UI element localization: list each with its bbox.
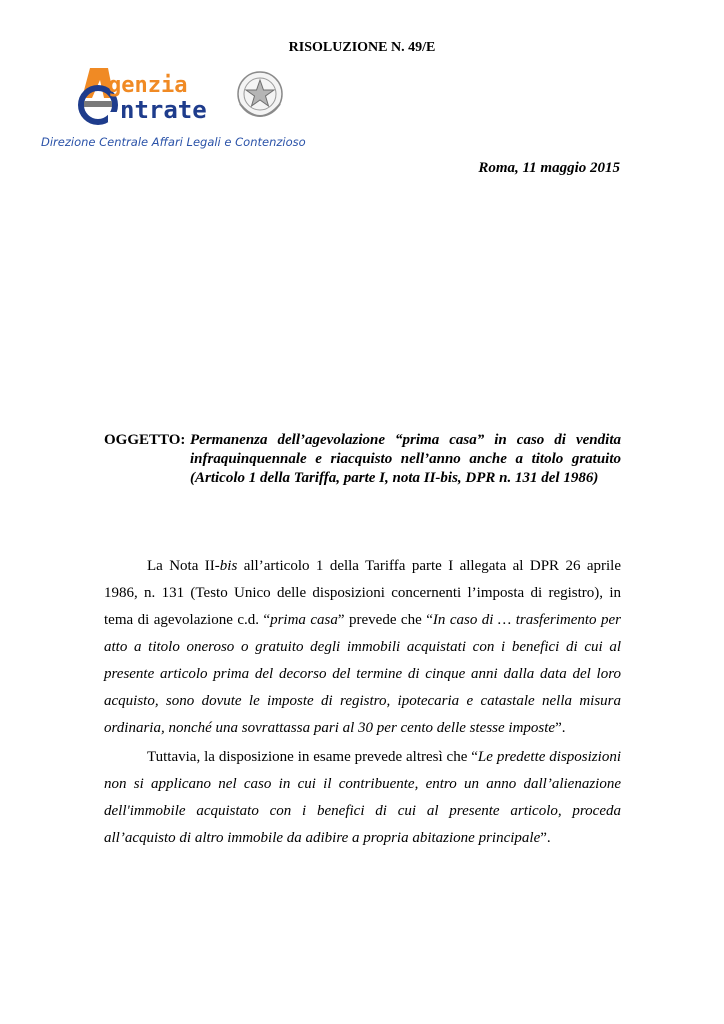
logo-graphic	[70, 68, 290, 130]
body-paragraph: La Nota II-bis all’articolo 1 della Tariffa parte I allegata al DPR 26 aprile 1986, n. 131 (Testo Unico delle disposizioni concernenti l’imposta di registro), in tema di agevolazione c.d. “prima casa” prevede che “In caso di … trasferimento per atto a titolo oneroso o gratuito degli immobili acquistati con i benefici di cui al presente articolo prima del decorso del termine di cinque anni dalla data del loro acquisto, sono dovute le imposte di registro, ipotecaria e catastale nella misura ordinaria, nonché una sovrattassa pari al 30 per cento delle stesse imposte”.	[104, 558, 622, 736]
document-date: Roma, 11 maggio 2015	[478, 160, 620, 176]
subject-label: OGGETTO:	[104, 432, 186, 448]
republic-emblem-icon	[238, 72, 282, 116]
directorate-name: Direzione Centrale Affari Legali e Contenzioso	[41, 135, 306, 149]
document-body	[104, 553, 621, 854]
subject-text: Permanenza dell’agevolazione “prima casa” in caso di vendita infraquinquennale e riacquisto nell’anno anche a titolo gratuito (Articolo 1 della Tariffa, parte I, nota II-bis, DPR n. 131 del 1986)	[190, 432, 621, 486]
resolution-title: RISOLUZIONE N. 49/E	[288, 40, 436, 55]
logo-word-genzia: genzia	[108, 73, 188, 98]
logo-word-ntrate: ntrate	[120, 96, 207, 124]
subject-block	[104, 431, 621, 488]
body-paragraph: Tuttavia, la disposizione in esame prevede altresì che “Le predette disposizioni non si applicano nel caso in cui il contribuente, entro un anno dall’alienazione dell'immobile acquistato con i benefici di cui al presente articolo, proceda all’acquisto di altro immobile da adibire a propria abitazione principale”.	[104, 749, 621, 846]
agenzia-entrate-logo	[70, 68, 290, 130]
